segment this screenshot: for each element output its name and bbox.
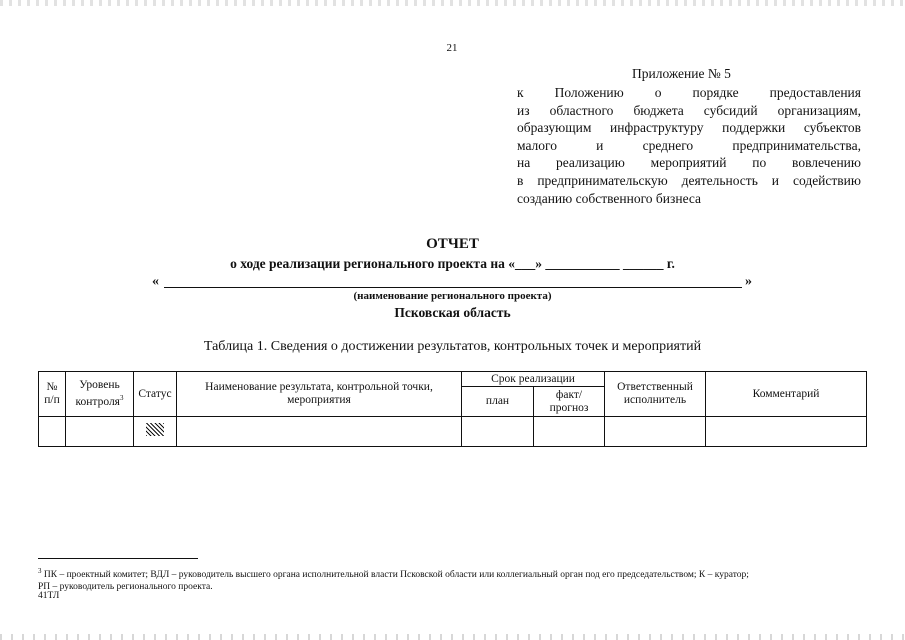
appendix-line: созданию собственного бизнеса (517, 190, 702, 206)
appendix-line: из областного бюджета субсидий организациям, (517, 102, 861, 118)
scan-noise-bottom (0, 634, 905, 640)
appendix-line: образующим инфраструктуру поддержки субъектов (517, 120, 861, 136)
footnote-ref: 3 (119, 394, 124, 403)
page-number: 21 (446, 42, 458, 54)
hatched-mark-icon (146, 423, 164, 436)
document-code: 41ТЛ (38, 591, 60, 601)
scan-noise-top (0, 0, 905, 6)
footnote (38, 565, 868, 593)
cell-name (177, 417, 462, 447)
quote-open: « (152, 274, 159, 289)
footnote-line: ПК – проектный комитет; ВДЛ – руководитель высшего органа исполнительной власти Псковской области или коллегиальный орган под его председательством; К – куратор; (41, 570, 749, 581)
header-comment: Комментарий (706, 372, 867, 417)
project-name-caption: (наименование регионального проекта) (353, 290, 552, 302)
footnote-line: РП – руководитель регионального проекта. (38, 582, 213, 593)
cell-plan (462, 417, 534, 447)
appendix-line: к Положению о порядке предоставления (517, 85, 861, 100)
cell-comment (706, 417, 867, 447)
project-name-rule (164, 287, 742, 288)
cell-fact (534, 417, 605, 447)
footnote-marker: 3 (38, 567, 42, 575)
header-period: Срок реализации (462, 372, 605, 387)
header-fact: факт/ прогноз (534, 387, 605, 417)
table-caption: Таблица 1. Сведения о достижении результатов, контрольных точек и мероприятий (203, 339, 702, 354)
report-title: ОТЧЕТ (426, 236, 479, 252)
region-name: Псковская область (394, 305, 511, 320)
header-responsible: Ответственный исполнитель (605, 372, 706, 417)
header-plan: план (462, 387, 534, 417)
results-table (38, 371, 867, 447)
appendix-line: на реализацию мероприятий по вовлечению (517, 155, 861, 171)
cell-responsible (605, 417, 706, 447)
header-name: Наименование результата, контрольной точки, мероприятия (177, 372, 462, 417)
appendix-reference (517, 84, 861, 207)
table-row (39, 417, 867, 447)
appendix-line: малого и среднего предпринимательства, (517, 137, 861, 153)
report-subtitle: о ходе реализации регионального проекта на «___» ___________ ______ г. (230, 256, 675, 271)
header-control-level: Уровень контроля$^3$ (66, 372, 134, 417)
cell-number (39, 417, 66, 447)
cell-status (134, 417, 177, 447)
cell-control-level (66, 417, 134, 447)
appendix-line: в предпринимательскую деятельность и содействию (517, 172, 861, 188)
footnote-separator (38, 558, 198, 559)
header-number: № п/п (39, 372, 66, 417)
appendix-title: Приложение № 5 (632, 66, 731, 81)
quote-close: » (745, 274, 752, 289)
header-status: Статус (134, 372, 177, 417)
